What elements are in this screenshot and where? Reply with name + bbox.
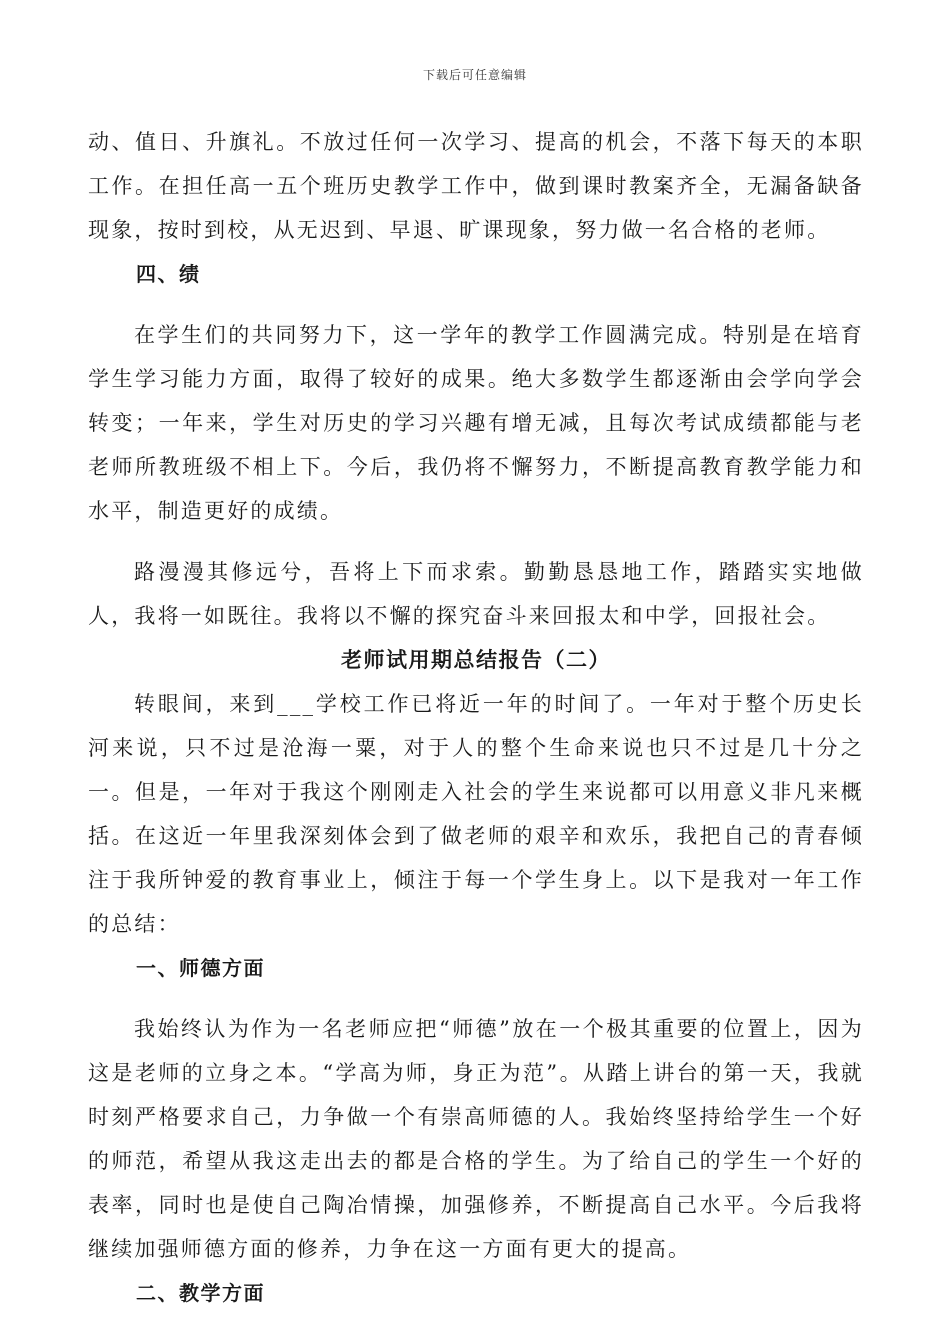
report-title: 老师试用期总结报告（二） — [341, 648, 611, 672]
section-heading-ethics: 一、师德方面 — [136, 956, 265, 980]
paragraph-closing: 路漫漫其修远兮，吾将上下而求索。勤勤恳恳地工作，踏踏实实地做人，我将一如既往。我将以不懈的探究奋斗来回报太和中学，回报社会。 — [88, 560, 864, 628]
paragraph-duties: 动、值日、升旗礼。不放过任何一次学习、提高的机会，不落下每天的本职工作。在担任高一五个班历史教学工作中，做到课时教案齐全，无漏备缺备现象，按时到校，从无迟到、早退、旷课现象，努力做一名合格的老师。 — [88, 130, 864, 242]
header-note: 下载后可任意编辑 — [422, 68, 527, 82]
document-body — [88, 120, 864, 1315]
paragraph-achievements: 在学生们的共同努力下，这一学年的教学工作圆满完成。特别是在培育学生学习能力方面，取得了较好的成果。绝大多数学生都逐渐由会学向学会转变；一年来，学生对历史的学习兴趣有增无减，且每次考试成绩都能与老老师所教班级不相上下。今后，我仍将不懈努力，不断提高教育教学能力和水平，制造更好的成绩。 — [88, 323, 864, 523]
section-heading-teaching: 二、教学方面 — [136, 1281, 265, 1305]
paragraph-ethics: 我始终认为作为一名老师应把“师德”放在一个极其重要的位置上，因为这是老师的立身之本。“学高为师，身正为范”。从踏上讲台的第一天，我就时刻严格要求自己，力争做一个有崇高师德的人。我始终坚持给学生一个好的师范，希望从我这走出去的都是合格的学生。为了给自己的学生一个好的表率，同时也是使自己陶冶情操，加强修养，不断提高自己水平。今后我将继续加强师德方面的修养，力争在这一方面有更大的提高。 — [88, 1017, 864, 1261]
section-heading-achievements: 四、绩 — [136, 262, 201, 286]
paragraph-intro: 转眼间，来到___学校工作已将近一年的时间了。一年对于整个历史长河来说，只不过是沧海一粟，对于人的整个生命来说也只不过是几十分之一。但是，一年对于我这个刚刚走入社会的学生来说都可以用意义非凡来概括。在这近一年里我深刻体会到了做老师的艰辛和欢乐，我把自己的青春倾注于我所钟爱的教育事业上，倾注于每一个学生身上。以下是我对一年工作的总结： — [88, 692, 864, 936]
